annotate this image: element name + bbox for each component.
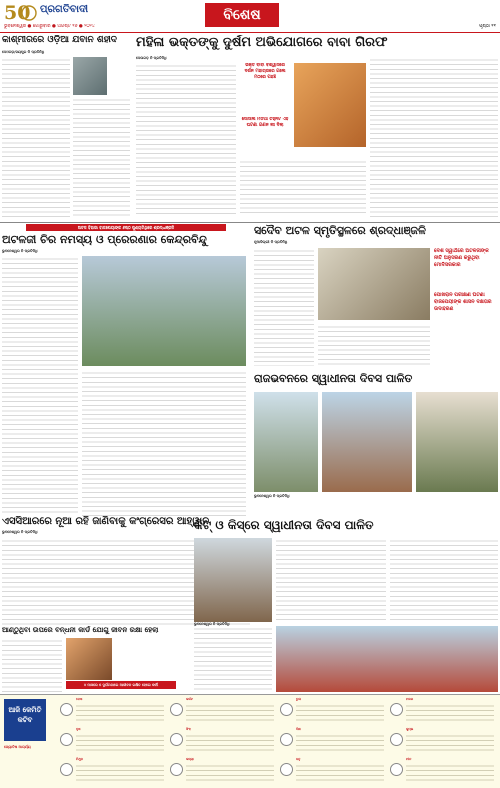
story-martyr-body [2, 57, 70, 217]
zodiac-text [186, 703, 274, 723]
story-kiit [194, 518, 498, 692]
story-sc-headline: ଏସସିଆରରେ ନୂଆ ରହି ଜାଣିବାକୁ କଂଗ୍ରେସର ଆହ୍ୱାନ [2, 516, 210, 527]
story-tribute-body-2 [318, 324, 430, 366]
zodiac-text [76, 703, 164, 723]
story-baba-dateline: ଦେଉଗଡ଼ ନି ପ୍ରତିନିଧି [136, 56, 167, 60]
zodiac-sign-name: କୁମ୍ଭ [406, 727, 414, 731]
zodiac-text [406, 733, 494, 753]
section-title: ବିଶେଷ [205, 3, 279, 27]
story-rajbhawan [254, 372, 498, 516]
story-atal-body [2, 256, 78, 516]
rajbhawan-photo-3 [416, 392, 498, 492]
story-tribute-dateline: ନୂଆଦିଲ୍ଲୀ ନି ପ୍ରତିନିଧି [254, 240, 288, 244]
story-baba-callout-1: ଭକ୍ତ ବାବା ବିଶ୍ୱାସରେ ଦର୍ଶନ ମହାଚାରରେ ଗଲେ ମଠରେ ପହଞ୍ଚ [244, 63, 286, 80]
story-aadhaar-caption: ୪ ମାସରେ ୫ ଦୁର୍ଘଟଣାରେ ଆଜୀବନ ରକ୍ଷିତ ହେଲେ କର୍ମୀ [66, 681, 176, 689]
zodiac-cell [60, 757, 166, 785]
zodiac-sign-name: ବୃଷ [76, 727, 81, 731]
story-baba [136, 35, 498, 221]
zodiac-cell [170, 697, 276, 725]
zodiac-sign-icon [60, 703, 73, 716]
zodiac-cell [390, 697, 496, 725]
zodiac-sign-name: ସିଂହ [186, 727, 191, 731]
story-aadhaar-headline: ଆଣ୍ଠୁଥିବା ଉପରେ ବନ୍ଧନୀ କାର୍ଡ ଯୋଗୁ ଜୀବନ ରକ୍ଷା ହେଲା [2, 626, 159, 634]
zodiac-text [406, 763, 494, 783]
story-martyr [2, 35, 130, 221]
soldier-photo [73, 57, 107, 95]
page-number: ପୃଷ୍ଠା ୧୧ [479, 24, 496, 29]
zodiac-sign-name: ବିଛା [296, 727, 301, 731]
story-sc-dateline: ଭୁବନେଶ୍ୱର ନି ପ୍ରତିନିଧି [2, 530, 38, 534]
story-aadhaar-body [2, 638, 62, 692]
zodiac-cell [60, 697, 166, 725]
zodiac-sign-icon [280, 763, 293, 776]
story-aadhaar [2, 626, 190, 692]
paper-name: ପ୍ରଗତିବାଦୀ [40, 4, 89, 15]
zodiac-text [296, 763, 384, 783]
zodiac-sign-name: ମୀନ [406, 757, 412, 761]
story-martyr-dateline: ଦେଓଗଡ଼/ଜୟପୁର ନି ପ୍ରତିନିଧି [2, 50, 45, 54]
story-rajbhawan-dateline: ଭୁବନେଶ୍ୱର ନି ପ୍ରତିନିଧି [254, 494, 290, 498]
story-baba-body-3 [370, 57, 498, 217]
story-kiit-headline: କିଟ୍ ଓ କିସ୍‌ରେ ସ୍ୱାଧୀନତା ଦିବସ ପାଳିତ [194, 518, 374, 532]
zodiac-text [76, 733, 164, 753]
zodiac-cell [170, 757, 276, 785]
zodiac-sign-icon [280, 703, 293, 716]
story-kiit-body [276, 538, 386, 622]
fifty-years-logo-icon [2, 1, 38, 23]
zodiac-sign-name: ଧନୁ [296, 757, 301, 761]
rajbhawan-photo-2 [322, 392, 412, 492]
story-martyr-headline: କାଶ୍ମୀରରେ ଓଡ଼ିଆ ଯବାନ ଶହୀଦ [2, 35, 117, 45]
zodiac-sign-name: ମେଷ [76, 697, 83, 701]
zodiac-sign-icon [170, 733, 183, 746]
zodiac-sign-icon [170, 763, 183, 776]
story-baba-headline: ମହିଳା ଭକ୍ତଙ୍କୁ ଦୁର୍ଷମ ଅଭିଯୋଗରେ ବାବା ଗିରଫ [136, 35, 388, 50]
zodiac-cell [280, 757, 386, 785]
horoscope-header [4, 699, 56, 785]
story-atal-kicker: ଅଟଳ ବିହାରୀ ବାଜପେୟୀଙ୍କ ୬ଷ୍ଠ ପୁଣ୍ୟତିଥିରେ ଶ୍ରଦ୍ଧାଞ୍ଜଳି [26, 224, 226, 231]
story-baba-body-2 [240, 159, 366, 217]
zodiac-sign-name: ତୁଳା [296, 697, 301, 701]
zodiac-cell [170, 727, 276, 755]
date-line: ଭୁବନେଶ୍ୱର ● ଗୋରୁବାର ● ଅଗଷ୍ଟ ୧୬ ● ୨୦୨୪ [4, 24, 95, 29]
zodiac-text [296, 733, 384, 753]
zodiac-cell [390, 757, 496, 785]
story-tribute-quote-1: ଦେଶ ସ୍ୱାର୍ଥରେ ଅଟଳଜୀଙ୍କ ନୀତି ଅନୁସରଣ କରୁଥିବା ମୋଦିସରକାର [434, 248, 489, 268]
masthead [0, 0, 500, 34]
horoscope-band [0, 694, 500, 788]
story-martyr-body-2 [73, 97, 130, 217]
story-kiit-dateline: ଭୁବନେଶ୍ୱର ନି ପ୍ରତିନିଧି [194, 622, 230, 626]
story-atal [2, 224, 250, 516]
zodiac-sign-icon [60, 763, 73, 776]
baba-photo [294, 63, 366, 147]
story-atal-headline: ଅଟଳଜୀ ଚିର ନମସ୍ୟ ଓ ପ୍ରେରଣାର କେନ୍ଦ୍ରବିନ୍ଦୁ [2, 233, 207, 246]
kiit-photo-2 [276, 626, 498, 692]
zodiac-sign-name: କନ୍ୟା [186, 757, 194, 761]
svg-text:50: 50 [4, 2, 31, 23]
anniversary-logo [2, 1, 38, 23]
story-baba-body [136, 63, 236, 217]
statue-photo [82, 256, 246, 366]
zodiac-cell [280, 697, 386, 725]
zodiac-sign-icon [170, 703, 183, 716]
zodiac-sign-icon [280, 733, 293, 746]
rajbhawan-photo-1 [254, 392, 318, 492]
story-tribute-headline: ସଦୈବ ଅଟଳ ସ୍ମୃତିସ୍ଥଳରେ ଶ୍ରଦ୍ଧାଞ୍ଜଳି [254, 224, 426, 237]
divider [0, 222, 500, 223]
horoscope-astrologer: ଜ୍ୟୋତିଷ ଆଚାର୍ଯ୍ୟ [4, 745, 31, 749]
zodiac-text [76, 763, 164, 783]
tribute-photo [318, 248, 430, 320]
zodiac-cell [60, 727, 166, 755]
zodiac-sign-name: ମକର [406, 697, 414, 701]
aadhaar-photo [66, 638, 112, 680]
story-kiit-body-3 [194, 626, 272, 692]
zodiac-sign-name: କର୍କଟ [186, 697, 193, 701]
story-tribute [254, 224, 498, 370]
story-tribute-quote-2: ପୋଖରାନ ପରୀକ୍ଷଣ ଘଟଣା ବାଜପେୟୀଙ୍କ ଶାସନ ଦକ୍ଷତାର ଉଦାହରଣ [434, 292, 492, 312]
story-atal-body-2 [82, 370, 246, 516]
zodiac-text [186, 763, 274, 783]
story-tribute-body [254, 248, 314, 366]
zodiac-sign-icon [60, 733, 73, 746]
zodiac-sign-name: ମିଥୁନ [76, 757, 83, 761]
zodiac-cell [390, 727, 496, 755]
zodiac-cell [280, 727, 386, 755]
horoscope-title: ଆଜି କେମିତି କଟିବ [4, 699, 46, 741]
story-atal-dateline: ଭୁବନେଶ୍ୱର ନି ପ୍ରତିନିଧି [2, 249, 38, 253]
zodiac-sign-icon [390, 763, 403, 776]
masthead-rule [0, 32, 500, 33]
zodiac-text [406, 703, 494, 723]
zodiac-text [186, 733, 274, 753]
story-kiit-body-2 [390, 538, 498, 622]
zodiac-sign-icon [390, 703, 403, 716]
story-baba-callout-2: ସୋସାଲ ମିଡିଆ ଚିହ୍ନଟ ଏହି ଘଟଣା ଗଣନ ଲୀ ଦିଲା [241, 117, 289, 128]
zodiac-text [296, 703, 384, 723]
story-rajbhawan-headline: ରାଜଭବନରେ ସ୍ୱାଧୀନତା ଦିବସ ପାଳିତ [254, 372, 413, 385]
kiit-photo-1 [194, 538, 272, 622]
zodiac-sign-icon [390, 733, 403, 746]
